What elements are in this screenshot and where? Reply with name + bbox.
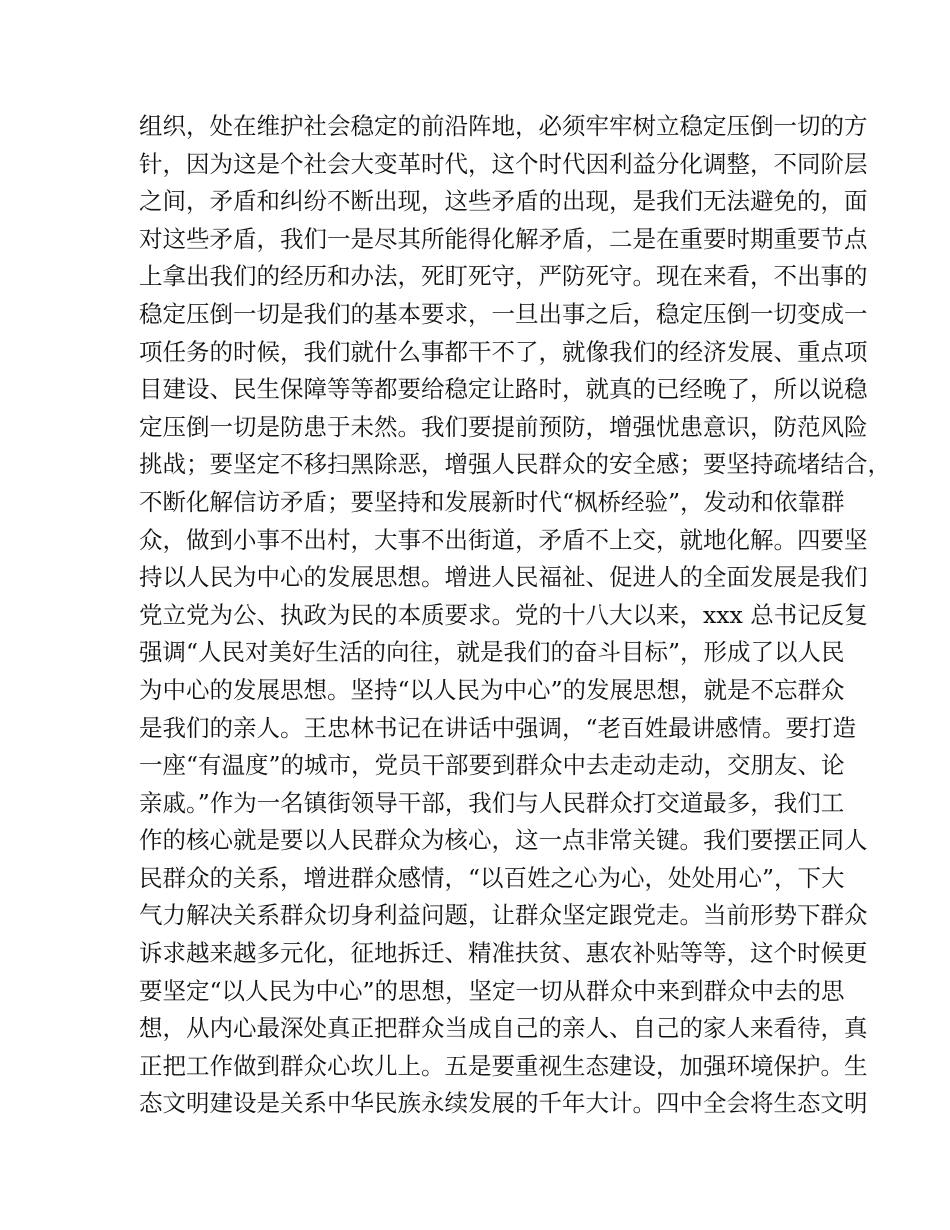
text-line: 亲戚。”作为一名镇街领导干部，我们与人民群众打交道最多，我们工 [139,788,845,817]
text-line: 正把工作做到群众心坎儿上。五是要重视生态建设，加强环境保护。生 [139,1051,868,1080]
text-line: 想，从内心最深处真正把群众当成自己的亲人、自己的家人来看待，真 [139,1014,868,1043]
text-line: 上拿出我们的经历和办法，死盯死守，严防死守。现在来看，不出事的 [139,262,868,291]
text-line: 稳定压倒一切是我们的基本要求，一旦出事之后，稳定压倒一切变成一 [139,299,868,328]
text-line: 针，因为这是个社会大变革时代，这个时代因利益分化调整，不同阶层 [139,149,868,178]
text-line: 挑战；要坚定不移扫黑除恶，增强人民群众的安全感；要坚持疏堵结合， [139,450,891,479]
text-line: 一座“有温度”的城市，党员干部要到群众中去走动走动，交朋友、论 [139,751,845,780]
text-line: 党立党为公、执政为民的本质要求。党的十八大以来，xxx 总书记反复 [139,600,868,629]
text-line: 是我们的亲人。王忠林书记在讲话中强调，“老百姓最讲感情。要打造 [139,713,857,742]
text-line: 项任务的时候，我们就什么事都干不了，就像我们的经济发展、重点项 [139,337,868,366]
text-line: 对这些矛盾，我们一是尽其所能得化解矛盾，二是在重要时期重要节点 [139,224,868,253]
text-line: 持以人民为中心的发展思想。增进人民福祉、促进人的全面发展是我们 [139,563,868,592]
text-line: 强调“人民对美好生活的向往，就是我们的奋斗目标”，形成了以人民 [139,638,845,667]
text-line: 不断化解信访矛盾；要坚持和发展新时代“枫桥经验”，发动和依靠群 [139,487,845,516]
text-line: 要坚定“以人民为中心”的思想，坚定一切从群众中来到群众中去的思 [139,976,845,1005]
text-line: 之间，矛盾和纠纷不断出现，这些矛盾的出现，是我们无法避免的，面 [139,187,868,216]
text-line: 民群众的关系，增进群众感情，“以百姓之心为心，处处用心”，下大 [139,863,845,892]
text-line: 定压倒一切是防患于未然。我们要提前预防，增强忧患意识，防范风险 [139,412,868,441]
text-line: 作的核心就是要以人民群众为核心，这一点非常关键。我们要摆正同人 [139,826,868,855]
text-line: 目建设、民生保障等等都要给稳定让路时，就真的已经晚了，所以说稳 [139,375,868,404]
text-line: 气力解决关系群众切身利益问题，让群众坚定跟党走。当前形势下群众 [139,901,868,930]
text-line: 为中心的发展思想。坚持“以人民为中心”的发展思想，就是不忘群众 [139,675,845,704]
text-line: 组织，处在维护社会稳定的前沿阵地，必须牢牢树立稳定压倒一切的方 [139,112,868,140]
text-line: 诉求越来越多元化，征地拆迁、精准扶贫、惠农补贴等等，这个时候更 [139,939,868,968]
body-text [139,108,891,1123]
text-line: 态文明建设是关系中华民族永续发展的千年大计。四中全会将生态文明 [139,1089,868,1118]
text-line: 众，做到小事不出村，大事不出街道，矛盾不上交，就地化解。四要坚 [139,525,868,554]
